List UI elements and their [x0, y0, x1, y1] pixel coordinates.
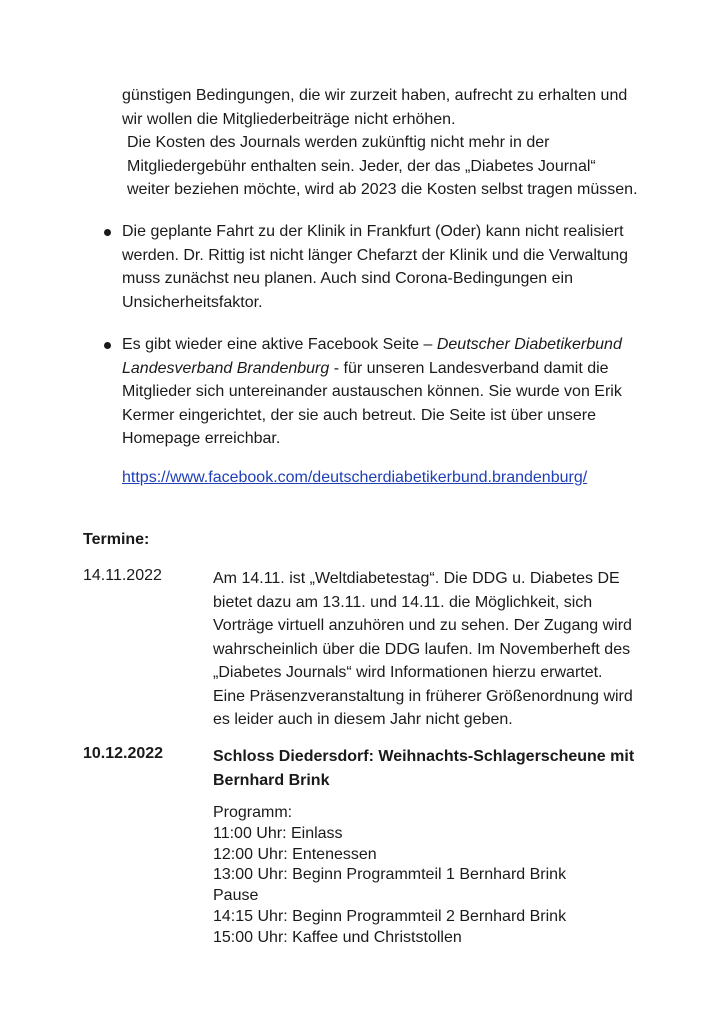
termine-heading: Termine: — [83, 531, 150, 548]
bullet-icon — [104, 342, 111, 349]
bullet-text-italic: Landesverband Brandenburg — [122, 359, 330, 377]
bullet-text — [122, 220, 632, 314]
bullet-line: Kermer eingerichtet, der sie auch betreut. Die Seite ist über unsere — [122, 406, 597, 424]
intro-line: wir wollen die Mitgliederbeiträge nicht erhöhen. — [122, 110, 456, 128]
bullet-icon — [104, 229, 111, 236]
event-line: wahrscheinlich über die DDG laufen. Im Novemberheft des — [213, 640, 631, 658]
bullet-text-italic: Deutscher Diabetikerbund — [436, 336, 622, 353]
bullet-line: Homepage erreichbar. — [122, 430, 281, 447]
intro-paragraph — [122, 84, 642, 202]
event-line: „Diabetes Journals“ wird Informationen hierzu erwartet. — [213, 664, 603, 681]
bullet-line: muss zunächst neu planen. Auch sind Corona-Bedingungen ein — [122, 270, 573, 287]
intro-line: Mitgliedergebühr enthalten sein. Jeder, der das „Diabetes Journal“ — [127, 157, 596, 175]
program-line: 13:00 Uhr: Beginn Programmteil 1 Bernhard Brink — [213, 866, 567, 884]
bullet-line: Mitglieder sich untereinander austauschen können. Sie wurde von Erik — [122, 383, 622, 400]
event-line: Eine Präsenzveranstaltung in früherer Größenordnung wird — [213, 687, 633, 705]
event-title — [213, 745, 643, 792]
event-program — [213, 803, 566, 949]
event-date: 14.11.2022 — [83, 567, 162, 584]
bullet-text-prefix: Es gibt wieder eine aktive Facebook Seite – — [122, 336, 437, 353]
bullet-line — [122, 333, 632, 357]
event-date: 10.12.2022 — [83, 745, 164, 762]
bullet-line: Unsicherheitsfaktor. — [122, 293, 263, 311]
program-line: 15:00 Uhr: Kaffee und Christstollen — [213, 928, 462, 946]
event-line: bietet dazu am 13.11. und 14.11. die Möglichkeit, sich — [213, 593, 593, 611]
intro-line: günstigen Bedingungen, die wir zurzeit haben, aufrecht zu erhalten und — [122, 87, 628, 104]
bullet-line: Die geplante Fahrt zu der Klinik in Frankfurt (Oder) kann nicht realisiert — [122, 223, 624, 240]
bullet-text — [122, 333, 632, 451]
program-line: Pause — [213, 887, 259, 905]
program-line: 12:00 Uhr: Entenessen — [213, 845, 377, 863]
event-line: Vorträge virtuell anzuhören und zu sehen. Der Zugang wird — [213, 617, 632, 634]
facebook-link[interactable]: https://www.facebook.com/deutscherdiabetikerbund.brandenburg/ — [122, 469, 588, 486]
event-title-line: Bernhard Brink — [213, 771, 330, 789]
intro-line: weiter beziehen möchte, wird ab 2023 die Kosten selbst tragen müssen. — [127, 181, 638, 198]
program-line: 11:00 Uhr: Einlass — [213, 824, 343, 842]
bullet-line — [122, 357, 632, 381]
event-title-line: Schloss Diedersdorf: Weihnachts-Schlagerscheune mit — [213, 748, 635, 765]
program-line: 14:15 Uhr: Beginn Programmteil 2 Bernhard Brink — [213, 907, 567, 925]
bullet-line: werden. Dr. Rittig ist nicht länger Chefarzt der Klinik und die Verwaltung — [122, 246, 629, 264]
event-line: es leider auch in diesem Jahr nicht geben. — [213, 711, 513, 728]
event-line: Am 14.11. ist „Weltdiabetestag“. Die DDG u. Diabetes DE — [213, 570, 620, 587]
bullet-text-rest: - für unseren Landesverband damit die — [329, 359, 609, 377]
intro-line: Die Kosten des Journals werden zukünftig nicht mehr in der — [127, 134, 550, 151]
event-description — [213, 567, 643, 732]
program-line: Programm: — [213, 804, 293, 821]
